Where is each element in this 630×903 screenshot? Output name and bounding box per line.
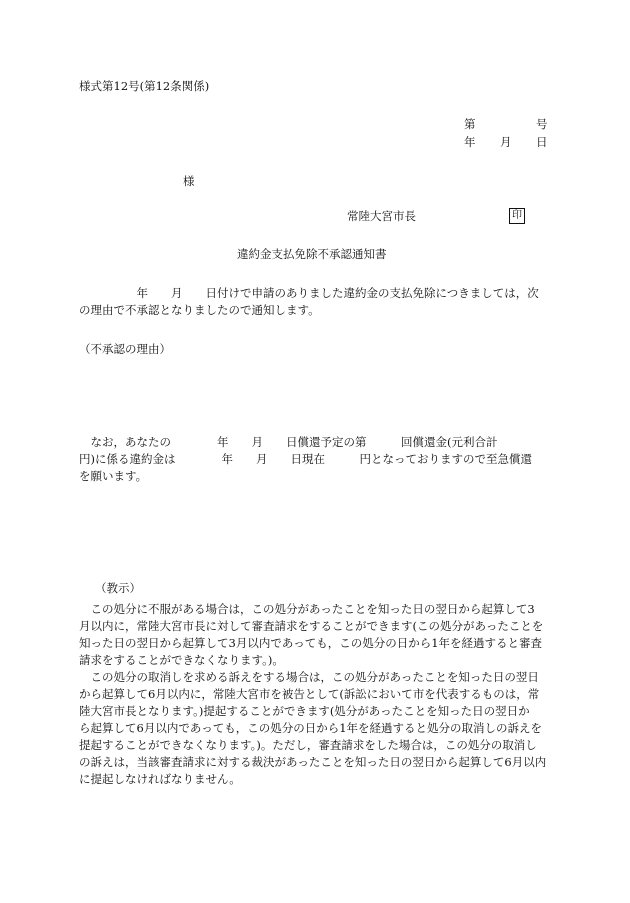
document-title: 違約金支払免除不承認通知書: [237, 247, 387, 261]
form-number: 様式第12号(第12条関係): [79, 79, 210, 93]
issuer-name: 常陸大宮市長: [347, 209, 416, 223]
instruction-line: から起算して6月以内に，常陸大宮市を被告として(訴訟において市を代表するものは，常: [79, 687, 540, 701]
notice-line: なお，あなたの 年 月 日償還予定の第 回償還金(元利合計: [79, 435, 498, 449]
date-year-label: 年: [464, 135, 476, 149]
instruction-line: の訴えは，当該審査請求に対する裁決があったことを知った日の翌日から起算して6月以内: [79, 755, 547, 769]
seal-mark: 印: [509, 208, 525, 224]
instruction-line: ら起算して6月以内であっても，この処分の日から1年を経過すると処分の取消しの訴えを: [79, 721, 543, 735]
instruction-paragraph: [79, 601, 554, 788]
date-day-label: 日: [536, 135, 548, 149]
instruction-line: 陸大宮市長となります。)提起することができます(処分があったことを知った日の翌日か: [79, 704, 530, 718]
instruction-line: この処分に不服がある場合は，この処分があったことを知った日の翌日から起算して3: [79, 602, 535, 616]
notice-line: 円)に係る違約金は 年 月 日現在 円となっておりますので至急償還: [79, 452, 532, 466]
instruction-line: に提起しなければなりません。: [79, 772, 241, 786]
instruction-line: 請求をすることができなくなります。)。: [79, 653, 284, 667]
intro-paragraph: [79, 285, 554, 319]
instruction-line: この処分の取消しを求める訴えをする場合は，この処分があったことを知った日の翌日: [79, 670, 539, 684]
document-number-suffix: 号: [536, 117, 548, 131]
recipient-honorific: 様: [183, 174, 195, 188]
notice-line: を願います。: [79, 469, 148, 483]
instruction-line: 知った日の翌日から起算して3月以内であっても，この処分の日から1年を経過すると審査: [79, 636, 543, 650]
instruction-line: 月以内に，常陸大宮市長に対して審査請求をすることができます(この処分があったことを: [79, 619, 544, 633]
intro-line: 年 月 日付けで申請のありました違約金の支払免除につきましては，次: [79, 286, 539, 300]
reason-heading: （不承認の理由）: [79, 342, 171, 356]
document-number-label: 第: [464, 117, 476, 131]
instruction-heading: （教示）: [95, 581, 141, 595]
intro-line: の理由で不承認となりましたので通知します。: [79, 303, 320, 317]
notice-paragraph: [79, 434, 554, 485]
date-month-label: 月: [500, 135, 512, 149]
instruction-line: 提起することができなくなります。)。ただし，審査請求をした場合は，この処分の取消し: [79, 738, 537, 752]
